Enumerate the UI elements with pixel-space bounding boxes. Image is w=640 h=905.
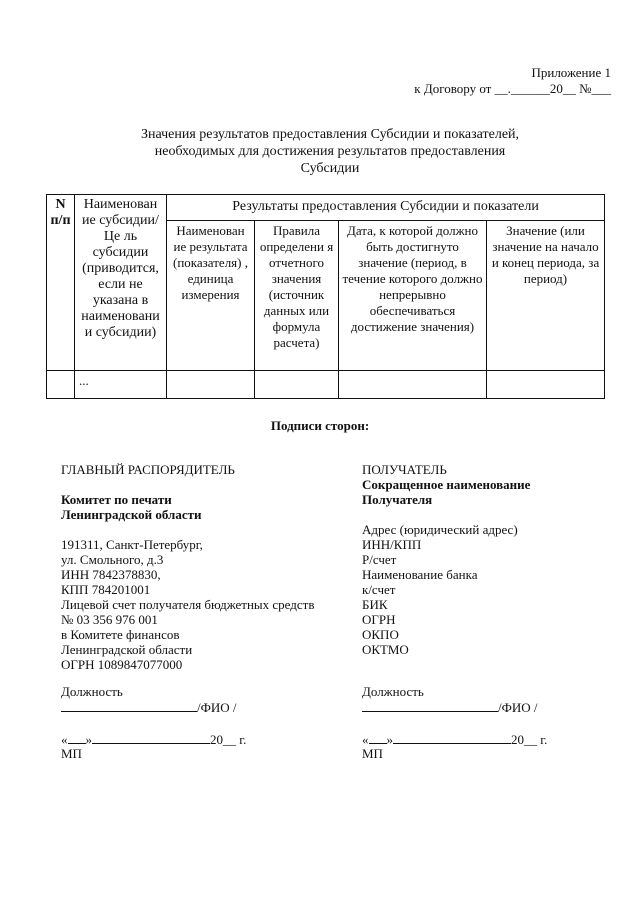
grantor-day-blank <box>68 731 86 744</box>
title-line-1: Значения результатов предоставления Субсидии и показателей, <box>140 127 520 142</box>
grantor-detail: 191311, Санкт-Петербург, <box>61 537 203 552</box>
recipient-role: ПОЛУЧАТЕЛЬ <box>362 462 447 477</box>
col-header-results-group: Результаты предоставления Субсидии и показатели <box>167 195 605 221</box>
recipient-detail: БИК <box>362 597 388 612</box>
grantor-detail: КПП 784201001 <box>61 582 151 597</box>
recipient-detail: ОКПО <box>362 627 399 642</box>
recipient-fio-label: /ФИО / <box>498 700 538 715</box>
recipient-detail: к/счет <box>362 582 396 597</box>
subheader-result-name: Наименован ие результата (показателя) , единица измерения <box>167 221 255 371</box>
table-cell-empty <box>255 371 339 399</box>
recipient-detail: Адрес (юридический адрес) <box>362 522 518 537</box>
recipient-position-label: Должность <box>362 684 424 699</box>
col-header-number: N п/п <box>47 195 75 371</box>
recipient-month-blank <box>393 731 511 744</box>
grantor-name-line-2: Ленинградской области <box>61 507 202 522</box>
recipient-name-line-2: Получателя <box>362 492 433 507</box>
recipient-detail: ИНН/КПП <box>362 537 422 552</box>
grantor-detail: ОГРН 1089847077000 <box>61 657 183 672</box>
table-cell-ellipsis: ... <box>75 371 167 399</box>
grantor-stamp-label: МП <box>61 746 82 761</box>
grantor-date-close-quote: » <box>85 732 92 747</box>
grantor-detail: ул. Смольного, д.3 <box>61 552 164 567</box>
grantor-fio-label: /ФИО / <box>197 700 237 715</box>
recipient-signature-line <box>362 699 538 715</box>
grantor-signature-line <box>61 699 237 715</box>
contract-reference: к Договору от __.______20__ №___ <box>414 81 611 96</box>
grantor-date-year: 20__ г. <box>210 732 247 747</box>
document-title <box>60 126 600 177</box>
signatures-heading: Подписи сторон: <box>270 418 370 433</box>
title-line-3: Субсидии <box>300 161 360 176</box>
recipient-stamp-label: МП <box>362 746 383 761</box>
grantor-position-label: Должность <box>61 684 123 699</box>
recipient-day-blank <box>369 731 387 744</box>
subheader-calc-rules: Правила определени я отчетного значения (источник данных или формула расчета) <box>255 221 339 371</box>
col-header-subsidy-name: Наименован ие субсидии/Це ль субсидии (приводится, если не указана в наименовани и субсидии) <box>75 195 167 371</box>
subheader-target-date: Дата, к которой должно быть достигнуто значение (период, в течение которого должно непрерывно обеспечиваться достижение значения) <box>339 221 487 371</box>
table-cell-empty <box>487 371 605 399</box>
subheader-value: Значение (или значение на начало и конец периода, за период) <box>487 221 605 371</box>
recipient-date-close-quote: » <box>386 732 393 747</box>
table-cell-empty <box>47 371 75 399</box>
recipient-detail: ОГРН <box>362 612 396 627</box>
grantor-detail: в Комитете финансов <box>61 627 180 642</box>
recipient-detail: Р/счет <box>362 552 397 567</box>
recipient-detail: ОКТМО <box>362 642 409 657</box>
grantor-month-blank <box>92 731 210 744</box>
grantor-role: ГЛАВНЫЙ РАСПОРЯДИТЕЛЬ <box>61 462 235 477</box>
grantor-detail: Ленинградской области <box>61 642 193 657</box>
recipient-date-open-quote: « <box>362 732 369 747</box>
table-cell-empty <box>339 371 487 399</box>
recipient-date-line <box>362 731 547 747</box>
recipient-name-line-1: Сокращенное наименование <box>362 477 531 492</box>
results-table <box>46 194 605 399</box>
recipient-date-year: 20__ г. <box>511 732 548 747</box>
grantor-date-open-quote: « <box>61 732 68 747</box>
grantor-detail: Лицевой счет получателя бюджетных средств <box>61 597 315 612</box>
table-cell-empty <box>167 371 255 399</box>
grantor-name-line-1: Комитет по печати <box>61 492 172 507</box>
recipient-detail: Наименование банка <box>362 567 478 582</box>
title-line-2: необходимых для достижения результатов предоставления <box>154 144 506 159</box>
grantor-detail: ИНН 7842378830, <box>61 567 161 582</box>
grantor-signature-blank <box>61 699 197 712</box>
grantor-date-line <box>61 731 246 747</box>
recipient-block <box>362 462 612 657</box>
grantor-block <box>61 462 351 672</box>
appendix-label: Приложение 1 <box>531 65 611 80</box>
recipient-signature-blank <box>362 699 498 712</box>
grantor-detail: № 03 356 976 001 <box>61 612 158 627</box>
